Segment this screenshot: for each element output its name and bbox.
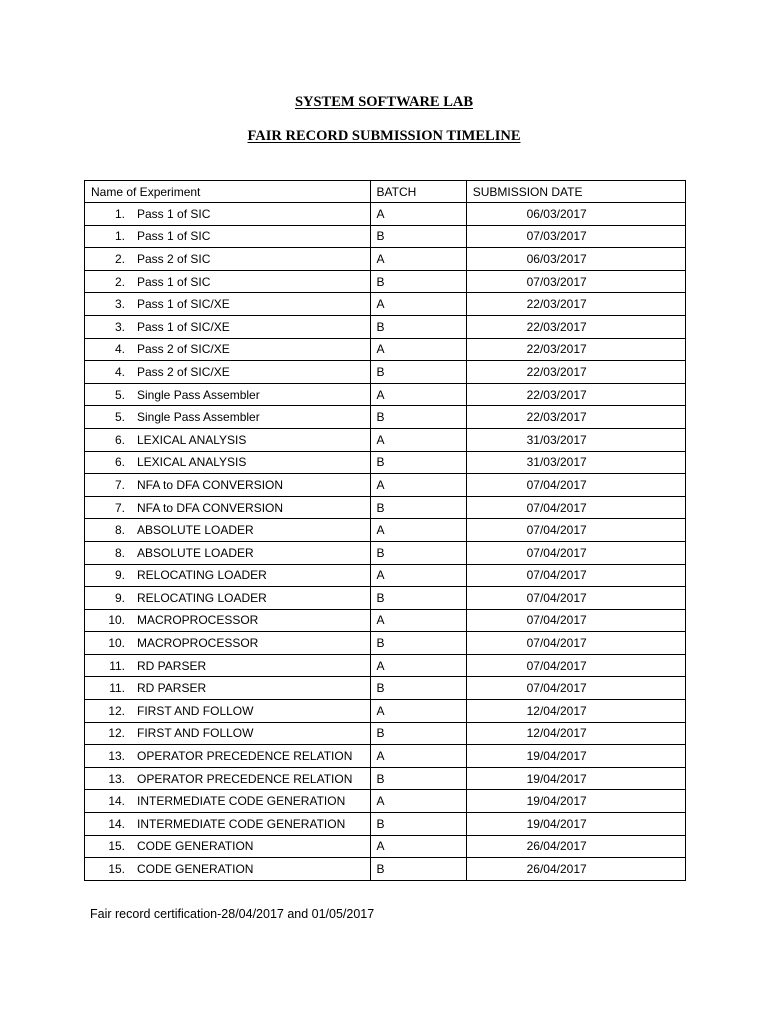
batch-cell: B [370, 587, 466, 610]
table-row [85, 564, 686, 587]
batch-cell: B [370, 722, 466, 745]
batch-cell: A [370, 203, 466, 226]
batch-cell: A [370, 745, 466, 768]
experiment-number: 15. [108, 862, 125, 877]
experiment-cell [85, 541, 371, 564]
table-row [85, 745, 686, 768]
batch-cell: A [370, 790, 466, 813]
experiment-cell [85, 745, 371, 768]
experiment-name: Pass 1 of SIC [137, 206, 211, 221]
experiment-cell [85, 700, 371, 723]
batch-cell: B [370, 496, 466, 519]
submission-date: 22/03/2017 [526, 297, 587, 312]
experiment-number: 4. [114, 364, 125, 379]
experiment-name: RD PARSER [137, 681, 207, 696]
table-row [85, 790, 686, 813]
experiment-cell [85, 270, 371, 293]
submission-date: 07/04/2017 [526, 681, 587, 696]
date-cell [466, 564, 685, 587]
table-row [85, 677, 686, 700]
document-title: SYSTEM SOFTWARE LAB [294, 94, 474, 110]
experiment-cell [85, 383, 371, 406]
date-cell [466, 383, 685, 406]
submission-date: 07/04/2017 [526, 590, 587, 605]
submission-date: 07/03/2017 [526, 229, 587, 244]
experiment-name: NFA to DFA CONVERSION [137, 477, 284, 492]
table-row [85, 722, 686, 745]
batch-cell: A [370, 654, 466, 677]
date-cell [466, 338, 685, 361]
submission-date: 06/03/2017 [526, 251, 587, 266]
table-row [85, 813, 686, 836]
table-row [85, 700, 686, 723]
table-row [85, 654, 686, 677]
experiment-number: 9. [114, 590, 125, 605]
table-row [85, 428, 686, 451]
experiment-cell [85, 428, 371, 451]
experiment-number: 14. [108, 816, 125, 831]
experiment-number: 3. [114, 297, 125, 312]
batch-cell: B [370, 858, 466, 881]
batch-cell: A [370, 248, 466, 271]
experiment-number: 6. [114, 455, 125, 470]
experiment-cell [85, 677, 371, 700]
experiment-name: LEXICAL ANALYSIS [137, 432, 247, 447]
experiment-name: ABSOLUTE LOADER [137, 545, 254, 560]
submission-date: 19/04/2017 [526, 794, 587, 809]
experiment-number: 3. [114, 319, 125, 334]
experiment-number: 6. [114, 432, 125, 447]
experiment-name: FIRST AND FOLLOW [137, 703, 254, 718]
experiment-cell [85, 225, 371, 248]
submission-date: 12/04/2017 [526, 726, 587, 741]
experiment-number: 4. [114, 342, 125, 357]
date-cell [466, 609, 685, 632]
experiment-name: RELOCATING LOADER [137, 590, 267, 605]
submission-date: 22/03/2017 [526, 319, 587, 334]
table-row [85, 248, 686, 271]
date-cell [466, 835, 685, 858]
submission-date: 06/03/2017 [526, 206, 587, 221]
batch-cell: A [370, 609, 466, 632]
date-cell [466, 496, 685, 519]
date-cell [466, 270, 685, 293]
date-cell [466, 654, 685, 677]
date-cell [466, 767, 685, 790]
table-row [85, 315, 686, 338]
date-cell [466, 790, 685, 813]
date-cell [466, 406, 685, 429]
experiment-name: Pass 1 of SIC/XE [137, 297, 230, 312]
batch-cell: B [370, 813, 466, 836]
date-cell [466, 451, 685, 474]
date-cell [466, 700, 685, 723]
submission-date: 07/04/2017 [526, 613, 587, 628]
experiment-number: 12. [108, 703, 125, 718]
table-row [85, 383, 686, 406]
document-subtitle: FAIR RECORD SUBMISSION TIMELINE [247, 128, 521, 144]
batch-cell: B [370, 632, 466, 655]
batch-cell: A [370, 428, 466, 451]
table-row [85, 609, 686, 632]
submission-date: 07/03/2017 [526, 274, 587, 289]
table-row [85, 587, 686, 610]
date-cell [466, 519, 685, 542]
experiment-cell [85, 474, 371, 497]
experiment-number: 8. [114, 545, 125, 560]
experiment-name: CODE GENERATION [137, 862, 254, 877]
table-row [85, 361, 686, 384]
batch-cell: A [370, 293, 466, 316]
submission-date: 07/04/2017 [526, 545, 587, 560]
experiment-number: 10. [108, 613, 125, 628]
batch-cell: B [370, 541, 466, 564]
experiment-name: Pass 1 of SIC [137, 229, 211, 244]
experiment-name: CODE GENERATION [137, 839, 254, 854]
submission-date: 31/03/2017 [526, 432, 587, 447]
experiment-cell [85, 203, 371, 226]
experiment-name: Pass 1 of SIC/XE [137, 319, 230, 334]
submission-date: 19/04/2017 [526, 749, 587, 764]
batch-cell: B [370, 270, 466, 293]
header-submission-date: SUBMISSION DATE [466, 181, 685, 203]
table-row [85, 858, 686, 881]
experiment-cell [85, 406, 371, 429]
experiment-cell [85, 654, 371, 677]
experiment-cell [85, 767, 371, 790]
batch-cell: B [370, 315, 466, 338]
batch-cell: A [370, 564, 466, 587]
experiment-name: Pass 2 of SIC [137, 251, 211, 266]
experiment-cell [85, 564, 371, 587]
experiment-number: 10. [108, 636, 125, 651]
date-cell [466, 677, 685, 700]
experiment-name: MACROPROCESSOR [137, 636, 259, 651]
date-cell [466, 587, 685, 610]
batch-cell: A [370, 835, 466, 858]
header-experiment: Name of Experiment [85, 181, 371, 203]
batch-cell: A [370, 338, 466, 361]
submission-date: 07/04/2017 [526, 523, 587, 538]
experiment-number: 7. [114, 500, 125, 515]
experiment-cell [85, 813, 371, 836]
experiment-cell [85, 451, 371, 474]
experiment-cell [85, 835, 371, 858]
experiment-cell [85, 496, 371, 519]
experiment-name: RD PARSER [137, 658, 207, 673]
experiment-cell [85, 790, 371, 813]
batch-cell: A [370, 519, 466, 542]
batch-cell: B [370, 225, 466, 248]
experiment-cell [85, 248, 371, 271]
experiment-name: Single Pass Assembler [137, 387, 260, 402]
experiment-number: 2. [114, 251, 125, 266]
experiment-name: LEXICAL ANALYSIS [137, 455, 247, 470]
experiment-name: INTERMEDIATE CODE GENERATION [137, 816, 346, 831]
experiment-name: FIRST AND FOLLOW [137, 726, 254, 741]
table-row [85, 451, 686, 474]
date-cell [466, 428, 685, 451]
date-cell [466, 474, 685, 497]
table-row [85, 519, 686, 542]
batch-cell: A [370, 383, 466, 406]
experiment-number: 14. [108, 794, 125, 809]
submission-date: 07/04/2017 [526, 568, 587, 583]
date-cell [466, 225, 685, 248]
experiment-name: OPERATOR PRECEDENCE RELATION [137, 749, 353, 764]
date-cell [466, 632, 685, 655]
date-cell [466, 361, 685, 384]
experiment-cell [85, 338, 371, 361]
date-cell [466, 745, 685, 768]
experiment-name: Pass 2 of SIC/XE [137, 342, 230, 357]
experiment-number: 1. [114, 206, 125, 221]
table-row [85, 338, 686, 361]
table-row [85, 496, 686, 519]
table-row [85, 835, 686, 858]
submission-table [84, 180, 686, 881]
table-header-row [85, 181, 686, 203]
experiment-name: Pass 1 of SIC [137, 274, 211, 289]
date-cell [466, 203, 685, 226]
batch-cell: B [370, 406, 466, 429]
batch-cell: A [370, 700, 466, 723]
experiment-name: Single Pass Assembler [137, 410, 260, 425]
table-row [85, 767, 686, 790]
experiment-name: RELOCATING LOADER [137, 568, 267, 583]
date-cell [466, 248, 685, 271]
experiment-cell [85, 858, 371, 881]
submission-date: 07/04/2017 [526, 477, 587, 492]
batch-cell: B [370, 451, 466, 474]
experiment-cell [85, 632, 371, 655]
table-row [85, 541, 686, 564]
date-cell [466, 293, 685, 316]
experiment-number: 5. [114, 410, 125, 425]
experiment-cell [85, 293, 371, 316]
submission-date: 31/03/2017 [526, 455, 587, 470]
table-row [85, 474, 686, 497]
date-cell [466, 541, 685, 564]
experiment-number: 8. [114, 523, 125, 538]
batch-cell: B [370, 677, 466, 700]
experiment-name: NFA to DFA CONVERSION [137, 500, 284, 515]
submission-date: 26/04/2017 [526, 839, 587, 854]
submission-date: 07/04/2017 [526, 500, 587, 515]
experiment-name: ABSOLUTE LOADER [137, 523, 254, 538]
experiment-name: Pass 2 of SIC/XE [137, 364, 230, 379]
experiment-number: 12. [108, 726, 125, 741]
header-batch: BATCH [370, 181, 466, 203]
batch-cell: B [370, 767, 466, 790]
experiment-number: 15. [108, 839, 125, 854]
date-cell [466, 315, 685, 338]
table-row [85, 225, 686, 248]
experiment-number: 9. [114, 568, 125, 583]
submission-date: 19/04/2017 [526, 771, 587, 786]
submission-date: 22/03/2017 [526, 342, 587, 357]
submission-date: 22/03/2017 [526, 410, 587, 425]
experiment-number: 5. [114, 387, 125, 402]
experiment-number: 11. [109, 681, 125, 696]
submission-date: 07/04/2017 [526, 636, 587, 651]
batch-cell: A [370, 474, 466, 497]
experiment-name: OPERATOR PRECEDENCE RELATION [137, 771, 353, 786]
date-cell [466, 722, 685, 745]
table-row [85, 203, 686, 226]
experiment-cell [85, 722, 371, 745]
experiment-cell [85, 519, 371, 542]
date-cell [466, 858, 685, 881]
experiment-name: MACROPROCESSOR [137, 613, 259, 628]
table-row [85, 406, 686, 429]
submission-date: 22/03/2017 [526, 387, 587, 402]
experiment-cell [85, 587, 371, 610]
table-row [85, 293, 686, 316]
experiment-number: 7. [114, 477, 125, 492]
submission-date: 22/03/2017 [526, 364, 587, 379]
experiment-name: INTERMEDIATE CODE GENERATION [137, 794, 346, 809]
submission-date: 12/04/2017 [526, 703, 587, 718]
submission-date: 26/04/2017 [526, 862, 587, 877]
submission-date: 07/04/2017 [526, 658, 587, 673]
batch-cell: B [370, 361, 466, 384]
experiment-number: 11. [109, 658, 125, 673]
experiment-cell [85, 361, 371, 384]
table-row [85, 270, 686, 293]
experiment-number: 2. [114, 274, 125, 289]
experiment-number: 13. [108, 771, 125, 786]
table-row [85, 632, 686, 655]
experiment-number: 13. [108, 749, 125, 764]
submission-date: 19/04/2017 [526, 816, 587, 831]
experiment-number: 1. [114, 229, 125, 244]
experiment-cell [85, 315, 371, 338]
date-cell [466, 813, 685, 836]
experiment-cell [85, 609, 371, 632]
certification-note: Fair record certification-28/04/2017 and 01/05/2017 [90, 907, 375, 921]
